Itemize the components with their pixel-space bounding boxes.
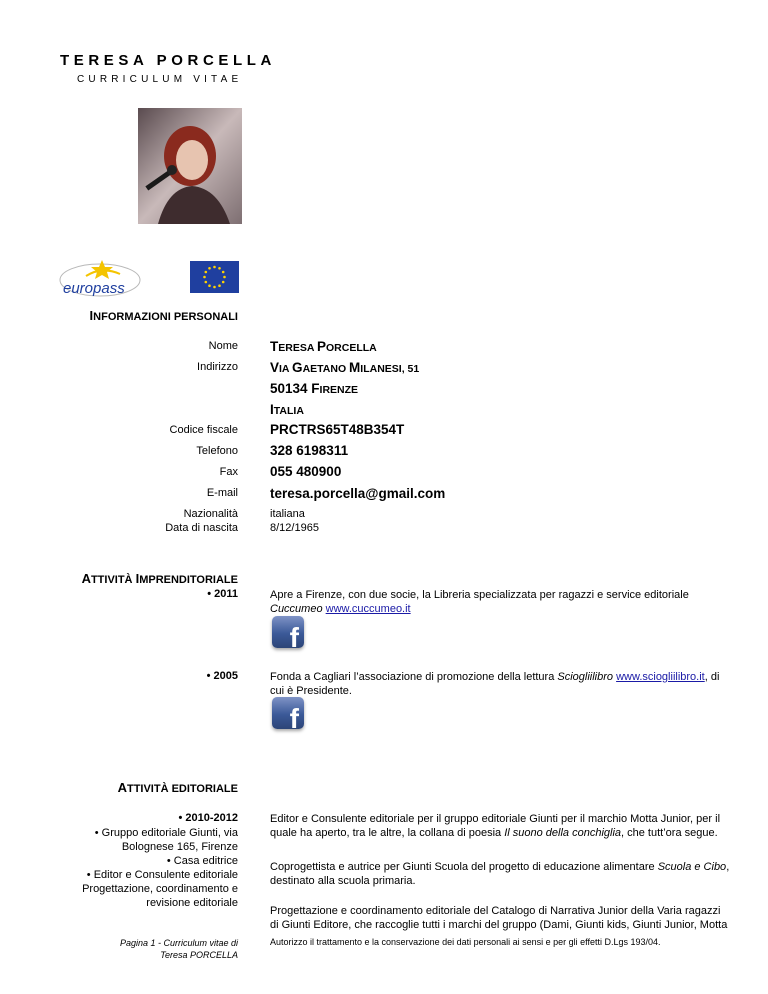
fax-value: 055 480900 bbox=[270, 464, 342, 479]
birth-date-value: 8/12/1965 bbox=[270, 522, 319, 534]
business-entry-2005: Fonda a Cagliari l’associazione di promozione della lettura Sciogliilibro www.sciogliilibro.it, di cui è Presidente. bbox=[270, 671, 720, 697]
privacy-consent: Autorizzo il trattamento e la conservazione dei dati personali ai sensi e per gli effetti D.Lgs 193/04. bbox=[270, 937, 661, 947]
profile-photo bbox=[138, 108, 242, 224]
editorial-detail-line: • Gruppo editoriale Giunti, via bbox=[94, 827, 238, 839]
sciogliilibro-link[interactable]: www.sciogliilibro.it bbox=[616, 671, 705, 683]
cv-subtitle: CURRICULUM VITAE bbox=[77, 74, 243, 85]
birth-date-label: Data di nascita bbox=[165, 522, 238, 534]
editorial-paragraph-3: Progettazione e coordinamento editoriale del Catalogo di Narrativa Junior della Varia ragazzi di Giunti Editore, che raccoglie tutti i marchi del gruppo (Dami, Giunti kids, Giunti Junior, Motta bbox=[270, 905, 728, 931]
editorial-detail-line: • Casa editrice bbox=[166, 855, 238, 867]
editorial-detail-line: Progettazione, coordinamento e bbox=[82, 883, 238, 895]
section-title-business: ATTIVITÀ IMPRENDITORIALE bbox=[81, 571, 238, 586]
address-line-3: ITALIA bbox=[270, 402, 304, 417]
address-label: Indirizzo bbox=[197, 361, 238, 373]
email-value: teresa.porcella@gmail.com bbox=[270, 486, 446, 501]
editorial-year: • 2010-2012 bbox=[178, 812, 238, 824]
editorial-paragraph-2: Coprogettista e autrice per Giunti Scuola del progetto di educazione alimentare Scuola e Cibo, destinato alla scuola primaria. bbox=[270, 861, 730, 887]
nationality-label: Nazionalità bbox=[183, 508, 238, 520]
europass-logo-text: europass bbox=[63, 280, 125, 297]
editorial-detail-line: revisione editoriale bbox=[146, 897, 238, 909]
fax-label: Fax bbox=[219, 466, 238, 478]
section-title-editorial: ATTIVITÀ EDITORIALE bbox=[117, 780, 238, 795]
cv-owner-name: TERESA PORCELLA bbox=[60, 52, 276, 69]
section-title-personal-info: INFORMAZIONI PERSONALI bbox=[89, 308, 238, 323]
cuccumeo-link[interactable]: www.cuccumeo.it bbox=[325, 603, 411, 615]
editorial-paragraph-1: Editor e Consulente editoriale per il gruppo editoriale Giunti per il marchio Motta Junior, per il quale ha aperto, tra le altre, la collana di poesia Il suono della conchiglia, che tutt’ora segue. bbox=[270, 813, 721, 839]
phone-value: 328 6198311 bbox=[270, 443, 349, 458]
fiscal-code-label: Codice fiscale bbox=[169, 424, 238, 436]
europass-logo bbox=[58, 256, 144, 298]
nationality-value: italiana bbox=[270, 508, 305, 520]
fiscal-code-value: PRCTRS65T48B354T bbox=[270, 422, 405, 437]
facebook-icon[interactable]: f bbox=[272, 616, 304, 648]
name-value: TERESA PORCELLA bbox=[270, 339, 377, 354]
editorial-detail-line: • Editor e Consulente editoriale bbox=[86, 869, 238, 881]
facebook-icon[interactable]: f bbox=[272, 697, 304, 729]
page-footer-info: Pagina 1 - Curriculum vitae di Teresa PORCELLA bbox=[119, 938, 238, 960]
phone-label: Telefono bbox=[196, 445, 238, 457]
business-year-2011: • 2011 bbox=[207, 588, 238, 600]
editorial-employer-details bbox=[38, 826, 238, 910]
address-line-1: VIA GAETANO MILANESI, 51 bbox=[270, 360, 420, 375]
address-line-2: 50134 FIRENZE bbox=[270, 381, 359, 396]
business-entry-2011: Apre a Firenze, con due socie, la Libreria specializzata per ragazzi e service editoriale Cuccumeo www.cuccumeo.it bbox=[270, 589, 689, 615]
editorial-detail-line: Bolognese 165, Firenze bbox=[121, 841, 238, 853]
name-label: Nome bbox=[208, 340, 238, 352]
eu-flag-icon bbox=[190, 261, 239, 293]
business-year-2005: • 2005 bbox=[206, 670, 238, 682]
email-label: E-mail bbox=[206, 487, 238, 499]
